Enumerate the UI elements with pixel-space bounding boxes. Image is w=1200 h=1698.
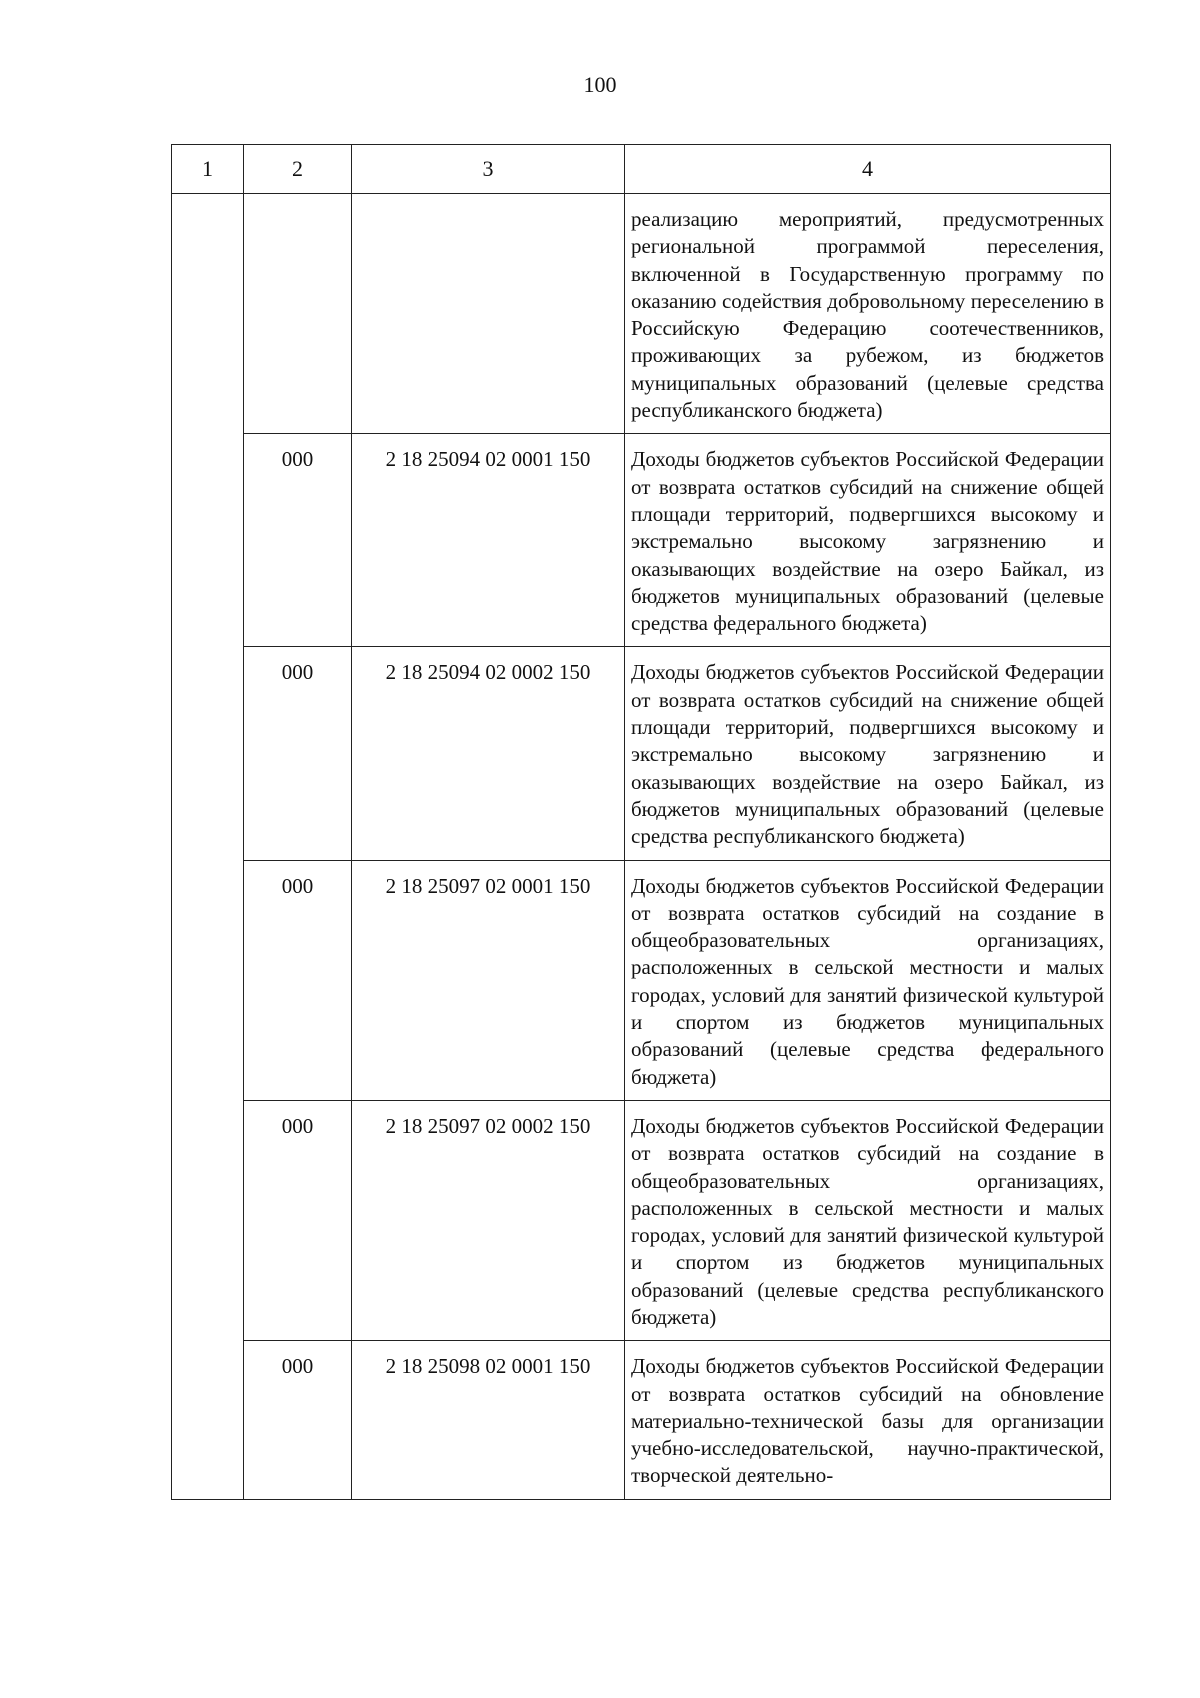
column-header-1: 1	[172, 145, 244, 194]
table-row-continuation	[172, 194, 1111, 434]
table-row	[172, 434, 1111, 647]
admin-code-cell: 000	[244, 860, 352, 1100]
column-header-3: 3	[352, 145, 625, 194]
description-cell: Доходы бюджетов субъектов Российской Федерации от возврата остатков субсидий на снижение общей площади территорий, подвергшихся высокому и экстремально высокому загрязнению и оказывающих воздействие на озеро Байкал, из бюджетов муниципальных образований (целевые средства федерального бюджета)	[625, 434, 1111, 647]
kbk-code-cell: 2 18 25094 02 0002 150	[352, 647, 625, 860]
table-row	[172, 647, 1111, 860]
table-header-row	[172, 145, 1111, 194]
column-header-2: 2	[244, 145, 352, 194]
kbk-code-cell: 2 18 25097 02 0001 150	[352, 860, 625, 1100]
table-row	[172, 860, 1111, 1100]
admin-code-cell: 000	[244, 1341, 352, 1499]
kbk-code-cell: 2 18 25097 02 0002 150	[352, 1100, 625, 1340]
admin-code-cell: 000	[244, 1100, 352, 1340]
description-cell: реализацию мероприятий, предусмотренных региональной программой переселения, включенной в Государственную программу по оказанию содействия добровольному переселению в Российскую Федерацию соотечественников, проживающих за рубежом, из бюджетов муниципальных образований (целевые средства республиканского бюджета)	[625, 194, 1111, 434]
budget-codes-table	[171, 144, 1111, 1500]
column-header-4: 4	[625, 145, 1111, 194]
merged-column-1-cell	[172, 194, 244, 1500]
description-cell: Доходы бюджетов субъектов Российской Федерации от возврата остатков субсидий на создание в общеобразовательных организациях, расположенных в сельской местности и малых городах, условий для занятий физической культурой и спортом из бюджетов муниципальных образований (целевые средства республиканского бюджета)	[625, 1100, 1111, 1340]
table-row	[172, 1100, 1111, 1340]
description-cell: Доходы бюджетов субъектов Российской Федерации от возврата остатков субсидий на обновление материально-технической базы для организации учебно-исследовательской, научно-практической, творческой деятельно-	[625, 1341, 1111, 1499]
admin-code-cell: 000	[244, 434, 352, 647]
table-row	[172, 1341, 1111, 1499]
kbk-code-cell: 2 18 25094 02 0001 150	[352, 434, 625, 647]
kbk-code-cell: 2 18 25098 02 0001 150	[352, 1341, 625, 1499]
page-number: 100	[583, 72, 617, 97]
kbk-code-cell	[352, 194, 625, 434]
admin-code-cell	[244, 194, 352, 434]
admin-code-cell: 000	[244, 647, 352, 860]
description-cell: Доходы бюджетов субъектов Российской Федерации от возврата остатков субсидий на снижение общей площади территорий, подвергшихся высокому и экстремально высокому загрязнению и оказывающих воздействие на озеро Байкал, из бюджетов муниципальных образований (целевые средства республиканского бюджета)	[625, 647, 1111, 860]
description-cell: Доходы бюджетов субъектов Российской Федерации от возврата остатков субсидий на создание в общеобразовательных организациях, расположенных в сельской местности и малых городах, условий для занятий физической культурой и спортом из бюджетов муниципальных образований (целевые средства федерального бюджета)	[625, 860, 1111, 1100]
